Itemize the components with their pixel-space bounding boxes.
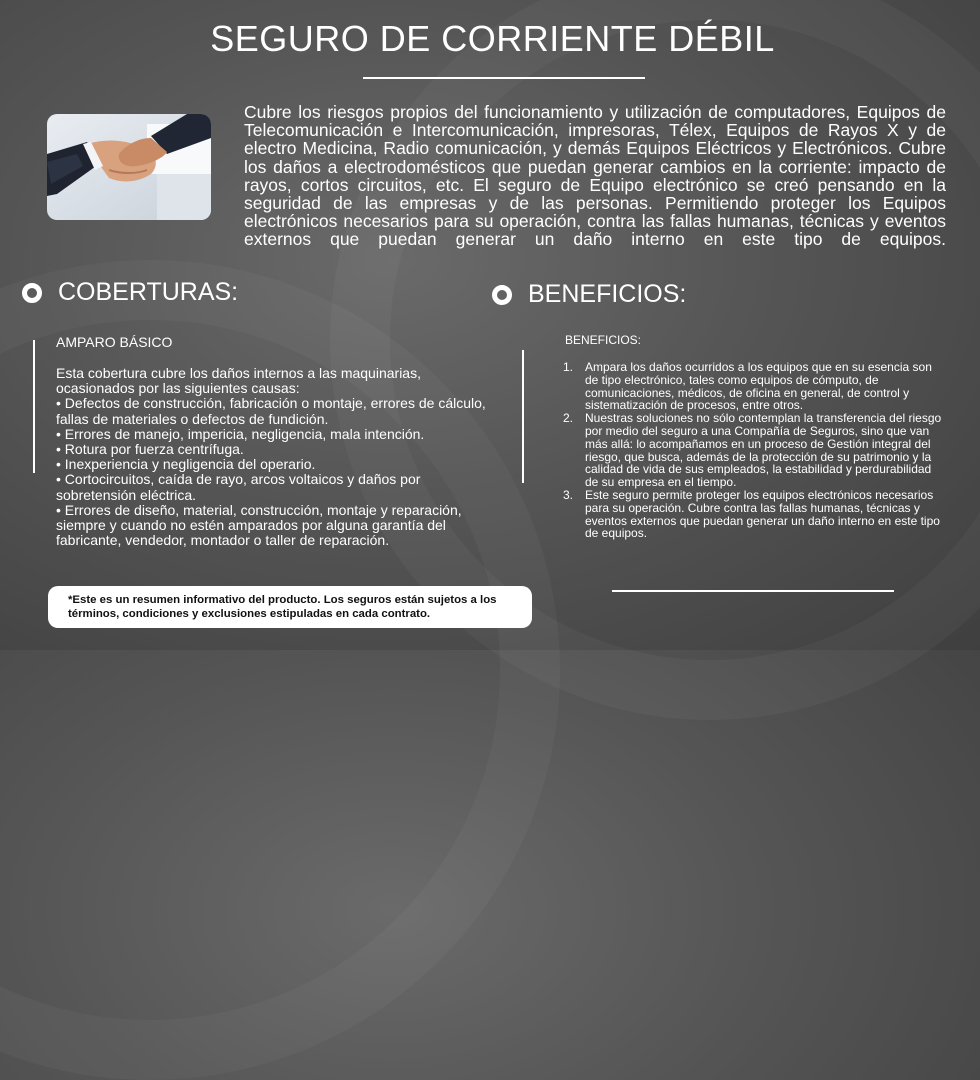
coberturas-body: [56, 366, 502, 548]
beneficios-divider: [612, 590, 894, 592]
title-divider: [363, 77, 645, 79]
list-item-text: Nuestras soluciones no sólo contemplan la transferencia del riesgo por medio del seguro a una Compañía de Seguros, sino que van más allá: lo acompañamos en un proceso de Gestión integral del riesgo, que busca, además de la protección de su patrimonio y la calidad de vida de sus empleados, la estabilidad y perdurabilidad de su empresa en el tiempo.: [585, 411, 942, 490]
coberturas-subtitle: AMPARO BÁSICO: [56, 334, 173, 350]
disclaimer-box: [48, 586, 532, 628]
beneficios-vertical-divider: [522, 350, 524, 483]
list-item: [563, 361, 945, 412]
beneficios-heading-label: BENEFICIOS:: [528, 280, 687, 308]
coberturas-vertical-divider: [33, 340, 35, 473]
coberturas-item: • Errores de diseño, material, construcción, montaje y reparación, siempre y cuando no estén amparados por alguna garantía del fabricante, vendedor, montador o taller de reparación.: [56, 501, 462, 549]
circle-bullet-icon: [492, 285, 512, 305]
coberturas-item: • Inexperiencia y negligencia del operario.: [56, 456, 316, 473]
handshake-icon: [47, 114, 211, 220]
coberturas-item: • Defectos de construcción, fabricación o montaje, errores de cálculo, fallas de materiales o defectos de fundición.: [56, 395, 486, 427]
list-item-number: 3.: [563, 487, 574, 502]
list-item: [563, 489, 945, 540]
intro-paragraph: Cubre los riesgos propios del funcionamiento y utilización de computadores, Equipos de Telecomunicación e Intercomunicación, impresoras, Télex, Equipos de Rayos X y de electro Medicina, Radio comunicación, y demás Equipos Eléctricos y Electrónicos. Cubre los daños a electrodomésticos que puedan generar cambios en la corriente: impacto de rayos, cortos circuitos, etc. El seguro de Equipo electrónico se creó pensando en la seguridad de las empresas y de las personas. Permitiendo proteger los Equipos electrónicos necesarios para su operación, contra las fallas humanas, técnicas y eventos externos que puedan generar un daño interno en este tipo de equipos.: [244, 102, 946, 250]
page-title: SEGURO DE CORRIENTE DÉBIL: [210, 18, 775, 59]
beneficios-heading: [492, 280, 686, 309]
coberturas-item: • Rotura por fuerza centrífuga.: [56, 441, 244, 458]
circle-bullet-icon: [22, 283, 42, 303]
beneficios-list: [563, 361, 945, 540]
list-item-text: Ampara los daños ocurridos a los equipos que en su esencia son de tipo electrónico, tales como equipos de cómputo, de comunicaciones, médicos, de oficina en general, de control y sistematización de procesos, entre otros.: [585, 360, 932, 413]
list-item-number: 2.: [563, 411, 574, 426]
coberturas-item: • Cortocircuitos, caída de rayo, arcos voltaicos y daños por sobretensión eléctrica.: [56, 471, 421, 503]
coberturas-item: • Errores de manejo, impericia, negligencia, mala intención.: [56, 425, 425, 442]
coberturas-heading-label: COBERTURAS:: [58, 278, 239, 306]
list-item-number: 1.: [563, 360, 574, 374]
disclaimer-text: *Este es un resumen informativo del producto. Los seguros están sujetos a los términos, condiciones y exclusiones estipuladas en cada contrato.: [68, 594, 497, 620]
coberturas-heading: [22, 278, 238, 307]
handshake-photo: [47, 114, 211, 220]
beneficios-subtitle: BENEFICIOS:: [565, 333, 642, 347]
coberturas-intro: Esta cobertura cubre los daños internos a las maquinarias, ocasionados por las siguientes causas:: [56, 365, 421, 397]
list-item: [563, 412, 945, 489]
list-item-text: Este seguro permite proteger los equipos electrónicos necesarios para su operación. Cubre contra las fallas humanas, técnicas y eventos externos que puedan generar un daño interno en este tipo de equipos.: [585, 487, 940, 541]
